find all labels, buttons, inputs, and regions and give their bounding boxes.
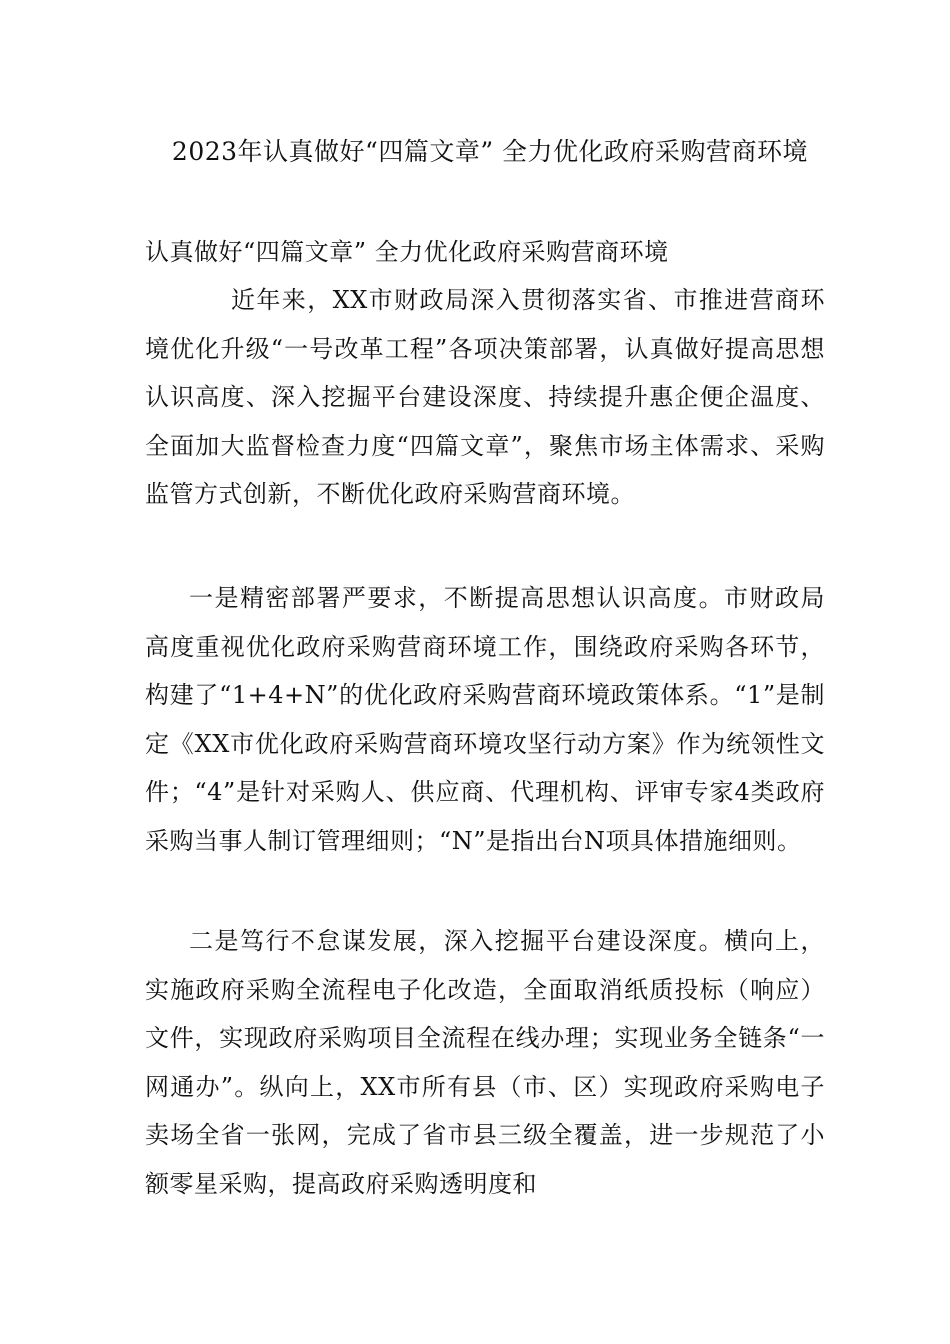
paragraph-section-two: 二是笃行不怠谋发展，深入挖掘平台建设深度。横向上，实施政府采购全流程电子化改造，全面取消纸质投标（响应）文件，实现政府采购项目全流程在线办理；实现业务全链条“一网通办”。纵向上，XX市所有县（市、区）实现政府采购电子卖场全省一张网，完成了省市县三级全覆盖，进一步规范了小额零星采购，提高政府采购透明度和 [145, 927, 825, 1198]
paragraph-intro: 近年来，XX市财政局深入贯彻落实省、市推进营商环境优化升级“一号改革工程”各项决策部署，认真做好提高思想认识高度、深入挖掘平台建设深度、持续提升惠企便企温度、全面加大监督检查力度“四篇文章”，聚焦市场主体需求、采购监管方式创新，不断优化政府采购营商环境。 [145, 286, 825, 509]
document-subtitle: 认真做好“四篇文章” 全力优化政府采购营商环境 [145, 238, 669, 266]
paragraph-section-one: 一是精密部署严要求，不断提高思想认识高度。市财政局高度重视优化政府采购营商环境工作，围绕政府采购各环节，构建了“1+4+N”的优化政府采购营商环境政策体系。“1”是制定《XX市优化政府采购营商环境攻坚行动方案》作为统领性文件；“4”是针对采购人、供应商、代理机构、评审专家4类政府采购当事人制订管理细则；“N”是指出台N项具体措施细则。 [145, 584, 825, 855]
document-title: 2023年认真做好“四篇文章” 全力优化政府采购营商环境 [171, 137, 809, 166]
